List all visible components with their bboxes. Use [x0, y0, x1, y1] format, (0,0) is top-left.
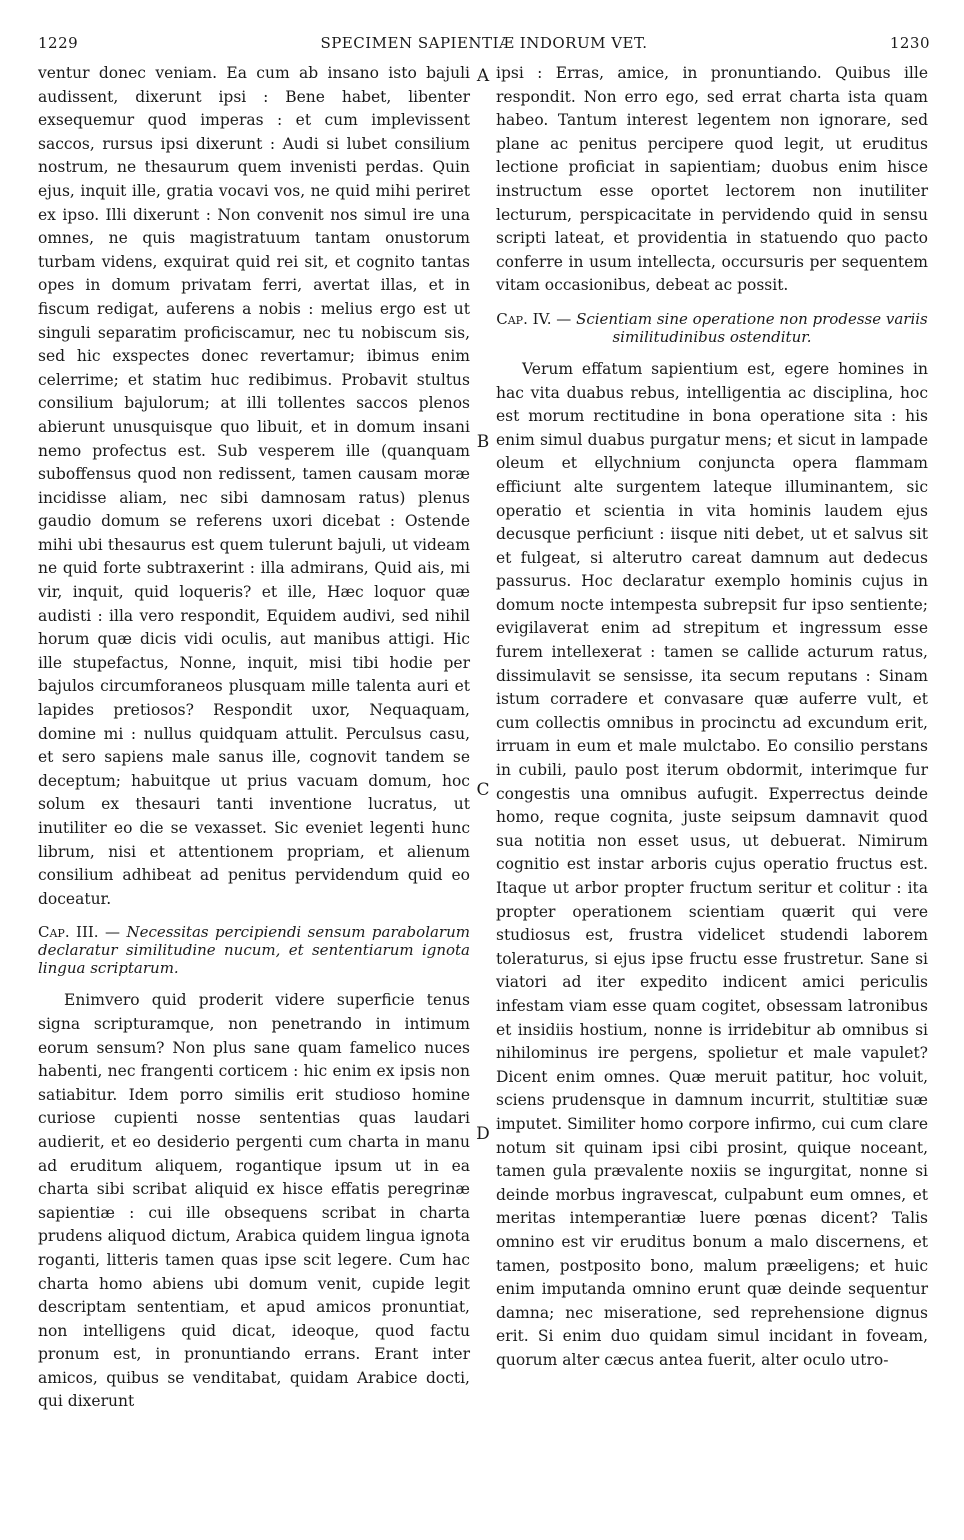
right-paragraph-1: ipsi : Erras, amice, in pronuntiando. Quibus ille respondit. Non erro ego, sed errat charta ista quam habeo. Tantum interest legentem non ignorare, sed plane ac penitus percipere quod legit, ut eruditus lectione proficiat in sapientiam; duobus enim hisce instructum esse oportet lectorem non inutiliter lecturum, perspicacitate in pervidendo quid in sensu scripti lateat, et providentia in statuendo quo pacto conferre in usum intellecta, occursuris per sequentem vitam occasionibus, debeat ac possit.	[496, 64, 928, 295]
left-page-number: 1229	[38, 34, 79, 52]
chapter-3-label: Cap. III. —	[38, 923, 121, 942]
right-column	[496, 62, 928, 1372]
chapter-3-title: Necessitas percipiendi sensum parabolarum declaratur similitudine nucum, et sententiarum ignota lingua scriptarum.	[38, 923, 470, 978]
right-page-number: 1230	[889, 34, 930, 52]
running-header	[38, 34, 930, 58]
margin-letter-c: C	[476, 780, 490, 800]
margin-letter-d: D	[476, 1124, 490, 1144]
margin-letter-b: B	[476, 432, 490, 452]
chapter-4-title: Scientiam sine operatione non prodesse variis similitudinibus ostenditur.	[576, 309, 928, 346]
margin-letter-a: A	[476, 66, 490, 86]
right-paragraph-2: Verum effatum sapientium est, egere homines in hac vita duabus rebus, intelligentia ac disciplina, hoc est morum rectitudine in bona operatione sita : his enim simul duabus purgatur mens; et sicut in lampade oleum et ellychnium conjuncta opera flammam efficiunt alte surgentem lateque illuminantem, sic operatio et scientia in vita hominis laudem ejus decusque perficiunt : iisque niti debet, ut et salvus sit et fulgeat, si alterutro careat damnum aut dedecus passurus. Hoc declaratur exemplo hominis cujus in domum nocte intempesta subrepsit fur ipso sentiente; evigilaverat enim ad strepitum et ingressum esse furem intellexerat : tamen se callide acturum ratus, dissimulavit se sensisse, ita secum reputans : Sinam istum corradere et convasare quæ auferre vult, et cum collectis omnibus in procinctu ad excundum erit, irruam in eum et male mulctabo. Eo consilio perstans in cubili, paulo post iterum obdormit, interimque fur congestis una omnibus aufugit. Experrectus deinde homo, reque cognita, juste seipsum damnavit quod sua notitia non esset usus, ut debuerat. Nimirum cognitio est instar arboris cujus operatio fructus est. Itaque ut arbor propter fructum seritur et colitur : ita propter operationem scientiam quærit qui vere studiosus est, frustra videlicet studendi laborem toleraturus, si ejus ipse fructu esse frustretur. Sane si viatori ad iter expedito indicent amici periculis infestam viam esse quam cogitet, obsessam latronibus et insidiis hostium, nonne is irridebitur ab omnibus si nihilominus ire pergens, spolietur et male vapulet? Dicent enim omnes. Quæ meruit patitur, hoc voluit, sciens prudensque in damnum incurrit, stultitiæ suæ imputet. Similiter homo corpore infirmo, cui cum clare notum sit quinam ipsi cibi prosint, quique noceant, tamen gula prævalente noxiis se ingurgitat, nonne si deinde morbus ingravescat, culpabunt eum omnes, et meritas intemperantiæ luere pœnas dicent? Talis omnino est vir eruditus bonum a malo discernens, et tamen, postposito bono, malum præeligens; et huic enim imputanda omnino erunt quæ deinde sequentur damna; nec miseratione, sed reprehensione dignus erit. Si enim duo quidam simul incidant in foveam, quorum alter cæcus antea fuerit, alter oculo utro-	[496, 359, 928, 1369]
running-title: SPECIMEN SAPIENTIÆ INDORUM VET.	[320, 34, 648, 52]
left-column	[38, 62, 470, 1414]
left-paragraph-2: Enimvero quid proderit videre superficie tenus signa scripturamque, non penetrando in intimum eorum sensum? Non plus sane quam famelico nuces habenti, nec frangenti corticem : hic enim ex ipsis non satiabitur. Idem porro similis erit studioso homine curiose cupienti nosse sententias quas laudari audierit, et eo desiderio pergenti cum charta in manu ad eruditum aliquem, rogantique ipsum ut in ea charta sibi scribat aliquid ex hisce effatis peregrinæ sapientiæ : cui ille obsequens scribat in charta prudens aliquod dictum, Arabica quidem lingua ignota roganti, litteris tamen quas ipse scit legere. Cum hac charta homo abiens ubi domum venit, cupide legit descriptam sententiam, et apud amicos pronuntiat, non intelligens quid dicat, ideoque, quod factu pronum est, in pronuntiando errans. Erant inter amicos, quibus se venditabat, quidam Arabice docti, qui dixerunt	[38, 991, 470, 1411]
chapter-4-heading	[496, 310, 928, 346]
chapter-4-label: Cap. IV. —	[496, 309, 572, 328]
chapter-3-heading	[38, 923, 470, 977]
left-paragraph-1: ventur donec veniam. Ea cum ab insano isto bajuli audissent, dixerunt ipsi : Bene habet, libenter exsequemur quod imperas : et cum implevissent saccos, rursus ipsi dixerunt : Audi si lubet consilium nostrum, ne thesaurum quem invenisti perdas. Quin ejus, inquit ille, gratia vocavi vos, ne quid mihi periret ex ipso. Illi dixerunt : Non convenit nos simul ire una omnes, ne quis magistratuum tantam onustorum turbam videns, exquirat quid rei sit, et cognito tantas opes in domum privatam ferri, avertat illas, et in fiscum redigat, auferens a nobis : melius ergo est ut singuli separatim proficiscamur, nec tu nobiscum sis, sed hic exspectes donec revertamur; ibimus enim celerrime; et statim huc redibimus. Probavit stultus consilium bajulorum; at illi tollentes saccos plenos abierunt unusquisque quo libuit, et in domum insani nemo profectus est. Sub vesperem ille (quanquam suboffensus quod non redissent, tamen causam moræ incidisse aliam, nec sibi damnosam ratus) plenus gaudio domum se referens uxori dicebat : Ostende mihi ubi thesaurus est quem tulerunt bajuli, ut videam ne quid forte subtraxerint : illa admirans, Quid ais, mi vir, inquit, quid loqueris? et ille, Hæc loquor quæ audisti : illa vero respondit, Equidem audivi, sed nihil horum quæ dicis vidi oculis, aut manibus attigi. Hic ille stupefactus, Nonne, inquit, misi tibi hodie per bajulos circumforaneos plusquam mille talenta auri et lapides pretiosos? Respondit uxor, Nequaquam, domine mi : nullus quidquam attulit. Perculsus casu, et sero sapiens male sanus ille, cognovit tandem se deceptum; habuitque ut prius vacuam domum, hoc solum ex thesauri tanti inventione lucratus, ut inutiliter eo die se vexasset. Sic eveniet legenti hunc librum, nisi et attentionem propriam, et alienum consilium adhibeat ad penitus pervidendum quid eo doceatur.	[38, 64, 470, 908]
